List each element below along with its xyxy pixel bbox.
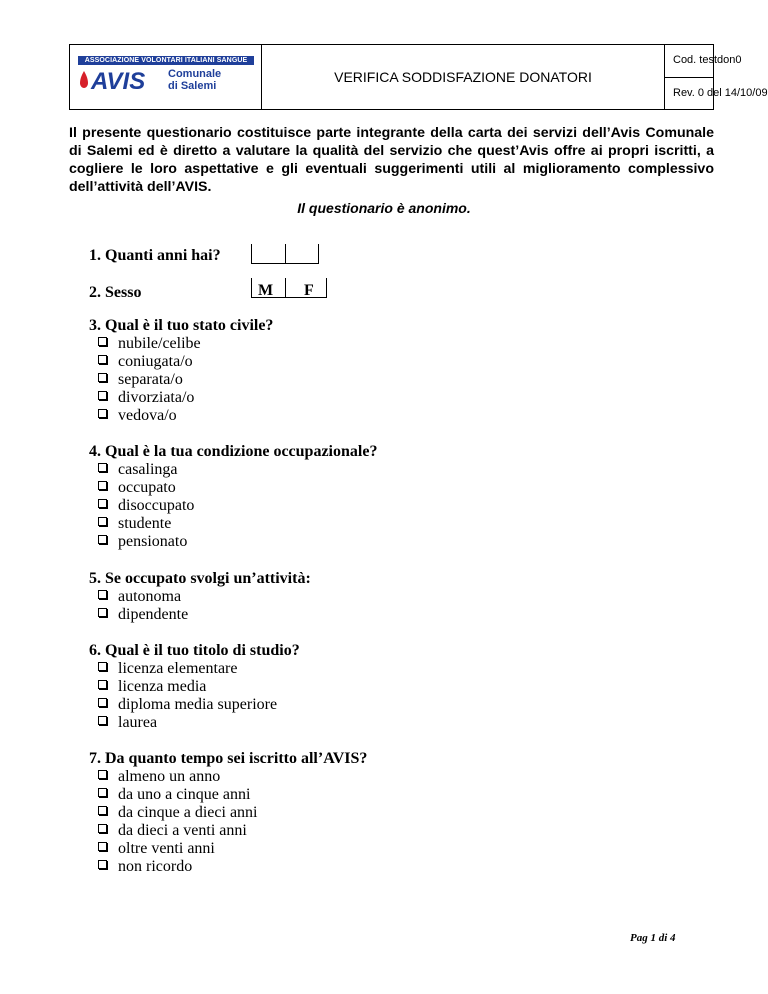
q6-option[interactable]: laurea <box>98 714 157 732</box>
age-box-divider <box>318 244 319 264</box>
checkbox-icon[interactable] <box>98 608 107 617</box>
logo-cell <box>70 45 262 109</box>
q7-option[interactable]: non ricordo <box>98 858 192 876</box>
anonymous-note: Il questionario è anonimo. <box>297 200 471 216</box>
checkbox-icon[interactable] <box>98 535 107 544</box>
intro-paragraph: Il presente questionario costituisce parte integrante della carta dei servizi dell’Avis Comunale di Salemi ed è diretto a valutare la qualità del servizio che quest’Avis offre ai propri iscritti, a cogliere le loro aspettative e gli eventuali suggerimenti utili al miglioramento complessivo dell’attività dell’AVIS. <box>69 125 714 195</box>
sex-box-divider <box>285 278 286 298</box>
checkbox-icon[interactable] <box>98 770 107 779</box>
checkbox-icon[interactable] <box>98 662 107 671</box>
q6-option[interactable]: licenza media <box>98 678 206 696</box>
checkbox-icon[interactable] <box>98 409 107 418</box>
checkbox-icon[interactable] <box>98 842 107 851</box>
document-code: Cod. testdon0 <box>673 54 742 66</box>
checkbox-icon[interactable] <box>98 590 107 599</box>
logo-banner: ASSOCIAZIONE VOLONTARI ITALIANI SANGUE <box>78 56 254 65</box>
q6-option[interactable]: licenza elementare <box>98 660 237 678</box>
q7-option[interactable]: da uno a cinque anni <box>98 786 250 804</box>
age-box-divider <box>251 244 252 264</box>
q4-option[interactable]: occupato <box>98 479 176 497</box>
sex-box-divider <box>326 278 327 298</box>
q6-label: 6. Qual è il tuo titolo di studio? <box>89 642 300 659</box>
q7-option[interactable]: almeno un anno <box>98 768 220 786</box>
sex-option-male[interactable]: M <box>258 282 274 299</box>
q4-option[interactable]: casalinga <box>98 461 178 479</box>
q4-option[interactable]: disoccupato <box>98 497 194 515</box>
logo-word: AVIS <box>91 68 146 93</box>
q6-option[interactable]: diploma media superiore <box>98 696 277 714</box>
checkbox-icon[interactable] <box>98 481 107 490</box>
q3-option[interactable]: separata/o <box>98 371 183 389</box>
page-number: Pag 1 di 4 <box>630 932 676 944</box>
checkbox-icon[interactable] <box>98 463 107 472</box>
checkbox-icon[interactable] <box>98 788 107 797</box>
q3-option[interactable]: divorziata/o <box>98 389 194 407</box>
q7-option[interactable]: da cinque a dieci anni <box>98 804 258 822</box>
q5-option[interactable]: autonoma <box>98 588 181 606</box>
q1-label: 1. Quanti anni hai? <box>89 247 221 264</box>
sex-box-divider <box>251 278 252 298</box>
checkbox-icon[interactable] <box>98 698 107 707</box>
q3-label: 3. Qual è il tuo stato civile? <box>89 317 274 334</box>
checkbox-icon[interactable] <box>98 337 107 346</box>
q7-option[interactable]: da dieci a venti anni <box>98 822 247 840</box>
checkbox-icon[interactable] <box>98 860 107 869</box>
checkbox-icon[interactable] <box>98 824 107 833</box>
checkbox-icon[interactable] <box>98 806 107 815</box>
checkbox-icon[interactable] <box>98 716 107 725</box>
q3-option[interactable]: nubile/celibe <box>98 335 201 353</box>
age-box-baseline <box>252 263 318 264</box>
checkbox-icon[interactable] <box>98 355 107 364</box>
title-cell <box>262 45 665 109</box>
checkbox-icon[interactable] <box>98 391 107 400</box>
q5-option[interactable]: dipendente <box>98 606 188 624</box>
q4-option[interactable]: pensionato <box>98 533 187 551</box>
avis-logo-icon <box>78 67 163 93</box>
sex-option-female[interactable]: F <box>304 282 314 299</box>
q3-option[interactable]: coniugata/o <box>98 353 193 371</box>
logo-sub-line-2: di Salemi <box>168 80 217 92</box>
logo-sub-line-1: Comunale <box>168 68 222 80</box>
q7-label: 7. Da quanto tempo sei iscritto all’AVIS? <box>89 750 368 767</box>
checkbox-icon[interactable] <box>98 373 107 382</box>
document-title: VERIFICA SODDISFAZIONE DONATORI <box>334 69 592 85</box>
document-header <box>69 44 768 110</box>
document-revision: Rev. 0 del 14/10/09 <box>673 87 768 99</box>
q3-option[interactable]: vedova/o <box>98 407 177 425</box>
checkbox-icon[interactable] <box>98 517 107 526</box>
checkbox-icon[interactable] <box>98 499 107 508</box>
q5-label: 5. Se occupato svolgi un’attività: <box>89 570 311 587</box>
q4-label: 4. Qual è la tua condizione occupazionale? <box>89 443 378 460</box>
checkbox-icon[interactable] <box>98 680 107 689</box>
q7-option[interactable]: oltre venti anni <box>98 840 215 858</box>
code-divider <box>665 77 714 78</box>
logo-subtitle <box>168 68 221 92</box>
age-box-divider <box>285 244 286 264</box>
q4-option[interactable]: studente <box>98 515 171 533</box>
q2-label: 2. Sesso <box>89 284 142 301</box>
